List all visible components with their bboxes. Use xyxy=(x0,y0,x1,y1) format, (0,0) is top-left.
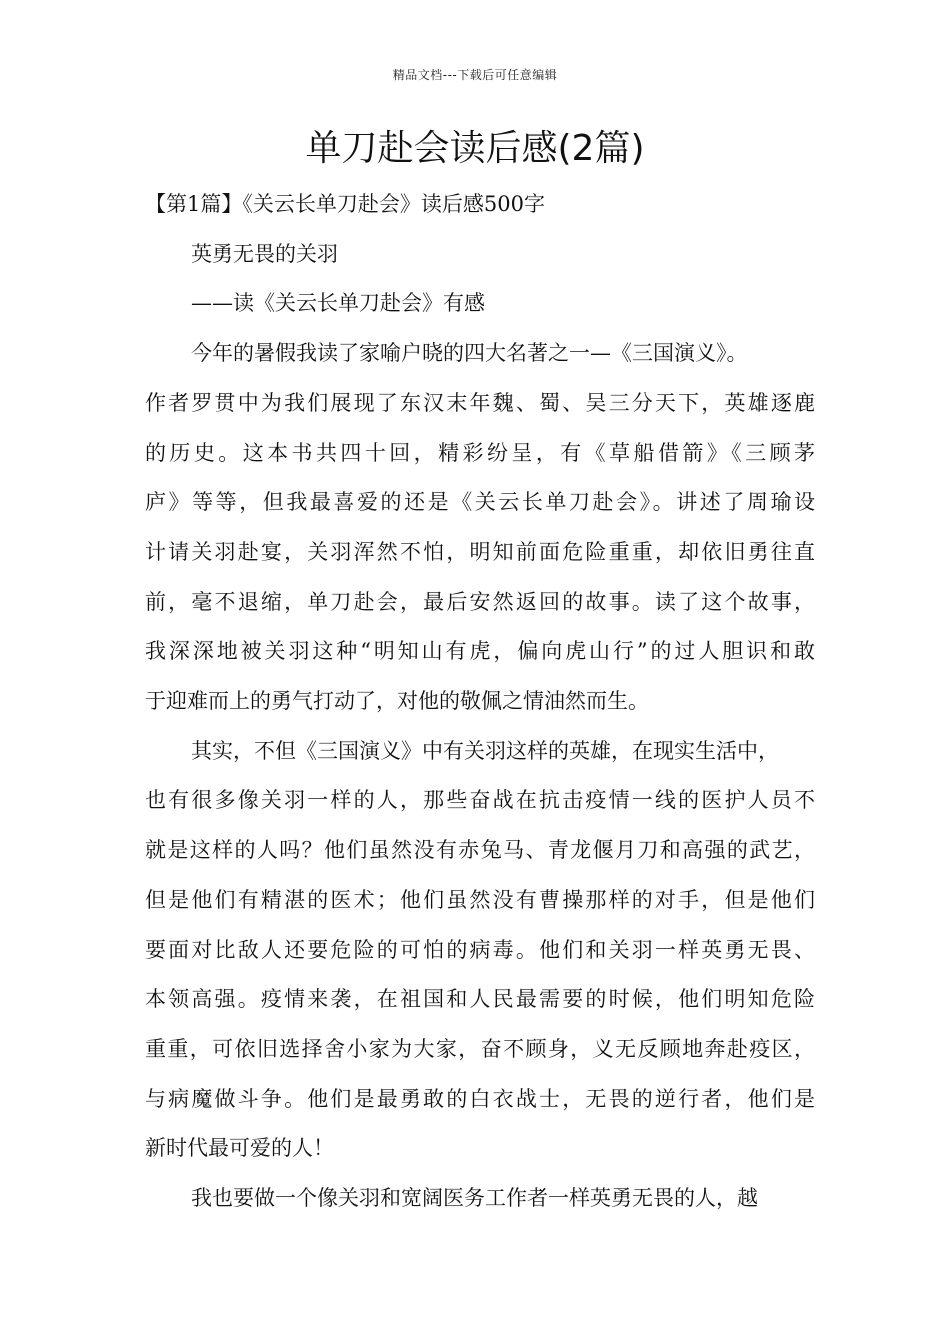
paragraph-line: 其实，不但《三国演义》中有关羽这样的英雄，在现实生活中， xyxy=(191,738,779,763)
paragraph-line: 的历史。这本书共四十回，精彩纷呈，有《草船借箭》《三顾茅 xyxy=(145,440,815,465)
paragraph-2 xyxy=(145,727,815,1174)
paragraph-line: 我深深地被关羽这种“明知山有虎，偏向虎山行”的过人胆识和敢 xyxy=(145,639,815,664)
paragraph-line: 作者罗贯中为我们展现了东汉末年魏、蜀、吴三分天下，英雄逐鹿 xyxy=(145,390,815,415)
paragraph-3 xyxy=(145,1174,815,1224)
document-title: 单刀赴会读后感(2篇) xyxy=(305,128,645,169)
paragraph-1 xyxy=(145,329,815,727)
paragraph-line: 与病魔做斗争。他们是最勇敢的白衣战士，无畏的逆行者，他们是 xyxy=(145,1086,815,1111)
paragraph-line: 就是这样的人吗？他们虽然没有赤兔马、青龙偃月刀和高强的武艺， xyxy=(145,838,815,863)
paragraph-line: 庐》等等，但我最喜爱的还是《关云长单刀赴会》。讲述了周瑜设 xyxy=(145,490,815,515)
paragraph-line: 重重，可依旧选择舍小家为大家，奋不顾身，义无反顾地奔赴疫区， xyxy=(145,1036,815,1061)
paragraph-line: 但是他们有精湛的医术；他们虽然没有曹操那样的对手，但是他们 xyxy=(145,887,815,912)
paragraph-line: 要面对比敌人还要危险的可怕的病毒。他们和关羽一样英勇无畏、 xyxy=(145,937,815,962)
paragraph-line: 也有很多像关羽一样的人，那些奋战在抗击疫情一线的医护人员不 xyxy=(145,788,815,813)
document-body xyxy=(145,180,815,1224)
paragraph-line: 本领高强。疫情来袭，在祖国和人民最需要的时候，他们明知危险 xyxy=(145,987,815,1012)
section-heading: 【第1篇】《关云长单刀赴会》读后感500字 xyxy=(145,192,545,216)
essay-subtitle: ——读《关云长单刀赴会》有感 xyxy=(191,291,485,316)
paragraph-line: 于迎难而上的勇气打动了，对他的敬佩之情油然而生。 xyxy=(145,689,649,714)
paragraph-line: 我也要做一个像关羽和宽阔医务工作者一样英勇无畏的人，越 xyxy=(191,1186,758,1211)
paragraph-line: 前，毫不退缩，单刀赴会，最后安然返回的故事。读了这个故事， xyxy=(145,589,815,614)
paragraph-line: 新时代最可爱的人！ xyxy=(145,1136,334,1161)
essay-title: 英勇无畏的关羽 xyxy=(191,241,338,266)
paragraph-line: 今年的暑假我读了家喻户晓的四大名著之一—《三国演义》。 xyxy=(191,341,748,366)
header-note: 精品文档---下载后可任意编辑 xyxy=(392,68,558,82)
paragraph-line: 计请关羽赴宴，关羽浑然不怕，明知前面危险重重，却依旧勇往直 xyxy=(145,539,815,564)
